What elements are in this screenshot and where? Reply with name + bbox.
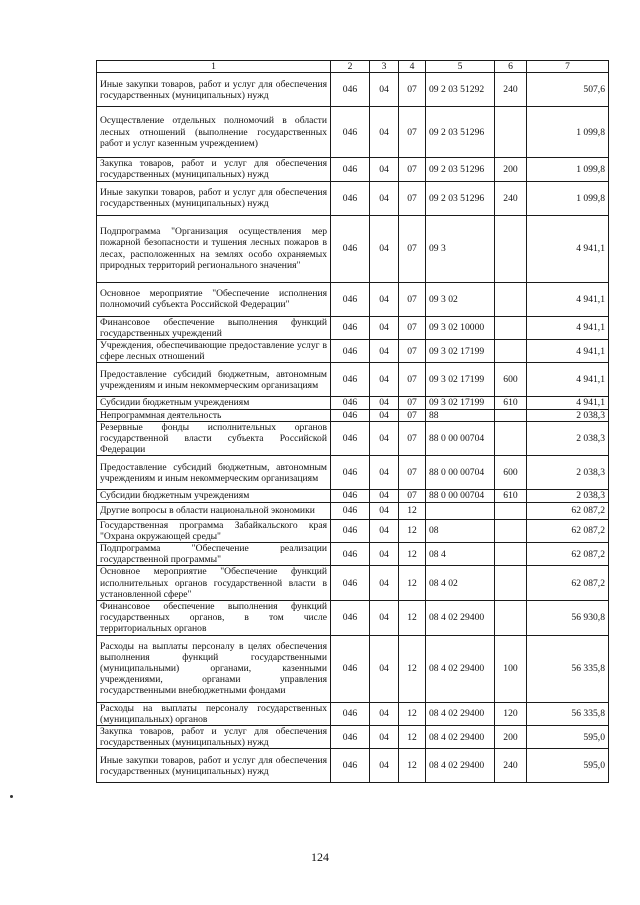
row-expense-type — [495, 543, 527, 566]
row-subsection-code: 07 — [399, 490, 426, 502]
row-description: Государственная программа Забайкальского края "Охрана окружающей среды" — [97, 519, 331, 542]
row-target-article: 09 3 — [426, 215, 495, 282]
row-target-article: 88 — [426, 409, 495, 421]
row-target-article: 08 4 02 29400 — [426, 749, 495, 783]
table-row — [97, 519, 609, 542]
row-amount: 4 941,1 — [527, 397, 609, 409]
row-section-code: 04 — [370, 73, 399, 107]
row-section-code: 04 — [370, 340, 399, 363]
row-subsection-code: 07 — [399, 456, 426, 490]
row-subsection-code: 12 — [399, 635, 426, 702]
row-amount: 1 099,8 — [527, 107, 609, 158]
row-ministry-code: 046 — [331, 601, 370, 636]
column-header: 5 — [426, 61, 495, 73]
row-description: Иные закупки товаров, работ и услуг для обеспечения государственных (муниципальных) нужд — [97, 73, 331, 107]
row-expense-type: 610 — [495, 490, 527, 502]
row-target-article: 08 4 — [426, 543, 495, 566]
row-ministry-code: 046 — [331, 340, 370, 363]
row-section-code: 04 — [370, 566, 399, 601]
table-row — [97, 397, 609, 409]
row-subsection-code: 07 — [399, 73, 426, 107]
row-section-code: 04 — [370, 282, 399, 316]
row-expense-type — [495, 215, 527, 282]
row-expense-type: 240 — [495, 749, 527, 783]
row-subsection-code: 07 — [399, 282, 426, 316]
table-row — [97, 107, 609, 158]
table-row — [97, 158, 609, 181]
row-description: Осуществление отдельных полномочий в области лесных отношений (выполнение государственных работ и услуг казенным учреждением) — [97, 107, 331, 158]
table-row — [97, 456, 609, 490]
row-ministry-code: 046 — [331, 158, 370, 181]
margin-mark — [10, 795, 13, 798]
row-section-code: 04 — [370, 158, 399, 181]
row-expense-type — [495, 409, 527, 421]
row-subsection-code: 07 — [399, 158, 426, 181]
row-amount: 4 941,1 — [527, 282, 609, 316]
row-expense-type: 610 — [495, 397, 527, 409]
row-ministry-code: 046 — [331, 107, 370, 158]
row-description: Финансовое обеспечение выполнения функций государственных органов, в том числе территориальных органов — [97, 601, 331, 636]
row-expense-type: 200 — [495, 158, 527, 181]
table-row — [97, 316, 609, 339]
row-target-article: 09 3 02 17199 — [426, 397, 495, 409]
row-description: Подпрограмма "Обеспечение реализации государственной программы" — [97, 543, 331, 566]
row-target-article: 08 4 02 29400 — [426, 726, 495, 749]
table-row — [97, 181, 609, 215]
table-row — [97, 363, 609, 397]
row-amount: 56 335,8 — [527, 702, 609, 725]
row-expense-type: 200 — [495, 726, 527, 749]
row-description: Основное мероприятие "Обеспечение исполнения полномочий субъекта Российской Федерации" — [97, 282, 331, 316]
row-ministry-code: 046 — [331, 409, 370, 421]
row-ministry-code: 046 — [331, 181, 370, 215]
row-target-article: 09 2 03 51296 — [426, 107, 495, 158]
row-ministry-code: 046 — [331, 749, 370, 783]
table-row — [97, 215, 609, 282]
row-target-article: 08 4 02 29400 — [426, 601, 495, 636]
row-section-code: 04 — [370, 635, 399, 702]
column-header: 1 — [97, 61, 331, 73]
row-description: Иные закупки товаров, работ и услуг для обеспечения государственных (муниципальных) нужд — [97, 181, 331, 215]
row-expense-type: 600 — [495, 363, 527, 397]
row-amount: 4 941,1 — [527, 340, 609, 363]
row-expense-type — [495, 566, 527, 601]
row-subsection-code: 12 — [399, 601, 426, 636]
row-amount: 2 038,3 — [527, 421, 609, 456]
row-subsection-code: 07 — [399, 397, 426, 409]
row-amount: 1 099,8 — [527, 158, 609, 181]
row-target-article: 08 — [426, 519, 495, 542]
row-section-code: 04 — [370, 726, 399, 749]
column-header: 7 — [527, 61, 609, 73]
row-ministry-code: 046 — [331, 282, 370, 316]
table-row — [97, 490, 609, 502]
row-subsection-code: 07 — [399, 363, 426, 397]
row-description: Другие вопросы в области национальной экономики — [97, 502, 331, 519]
row-description: Предоставление субсидий бюджетным, автономным учреждениям и иным некоммерческим организациям — [97, 456, 331, 490]
row-subsection-code: 12 — [399, 726, 426, 749]
row-amount: 4 941,1 — [527, 363, 609, 397]
table-row — [97, 601, 609, 636]
row-target-article: 09 3 02 — [426, 282, 495, 316]
row-amount: 62 087,2 — [527, 502, 609, 519]
row-description: Финансовое обеспечение выполнения функций государственных учреждений — [97, 316, 331, 339]
row-amount: 4 941,1 — [527, 215, 609, 282]
row-target-article: 09 3 02 10000 — [426, 316, 495, 339]
table-row — [97, 702, 609, 725]
row-target-article: 88 0 00 00704 — [426, 490, 495, 502]
row-ministry-code: 046 — [331, 566, 370, 601]
row-ministry-code: 046 — [331, 456, 370, 490]
row-amount: 62 087,2 — [527, 566, 609, 601]
column-header: 2 — [331, 61, 370, 73]
row-amount: 56 930,8 — [527, 601, 609, 636]
row-section-code: 04 — [370, 409, 399, 421]
row-section-code: 04 — [370, 749, 399, 783]
row-section-code: 04 — [370, 397, 399, 409]
row-section-code: 04 — [370, 502, 399, 519]
row-subsection-code: 07 — [399, 107, 426, 158]
row-target-article: 08 4 02 29400 — [426, 635, 495, 702]
table-row — [97, 73, 609, 107]
row-description: Иные закупки товаров, работ и услуг для обеспечения государственных (муниципальных) нужд — [97, 749, 331, 783]
table-row — [97, 409, 609, 421]
row-amount: 2 038,3 — [527, 456, 609, 490]
row-amount: 507,6 — [527, 73, 609, 107]
row-expense-type: 600 — [495, 456, 527, 490]
row-description: Подпрограмма "Организация осуществления мер пожарной безопасности и тушения лесных пожаров в лесах, расположенных на землях особо охраняемых природных территорий регионального значения" — [97, 215, 331, 282]
row-section-code: 04 — [370, 363, 399, 397]
row-ministry-code: 046 — [331, 490, 370, 502]
row-target-article: 09 2 03 51292 — [426, 73, 495, 107]
row-expense-type — [495, 340, 527, 363]
row-subsection-code: 12 — [399, 519, 426, 542]
row-ministry-code: 046 — [331, 543, 370, 566]
row-target-article: 08 4 02 — [426, 566, 495, 601]
table-row — [97, 749, 609, 783]
row-amount: 4 941,1 — [527, 316, 609, 339]
row-ministry-code: 046 — [331, 363, 370, 397]
row-expense-type — [495, 601, 527, 636]
row-subsection-code: 12 — [399, 543, 426, 566]
row-expense-type: 120 — [495, 702, 527, 725]
row-target-article: 88 0 00 00704 — [426, 456, 495, 490]
row-expense-type — [495, 421, 527, 456]
row-target-article — [426, 502, 495, 519]
table-row — [97, 566, 609, 601]
row-description: Непрограммная деятельность — [97, 409, 331, 421]
row-subsection-code: 07 — [399, 316, 426, 339]
table-row — [97, 502, 609, 519]
row-expense-type — [495, 316, 527, 339]
budget-table — [96, 60, 609, 783]
row-expense-type: 240 — [495, 73, 527, 107]
row-section-code: 04 — [370, 490, 399, 502]
row-ministry-code: 046 — [331, 215, 370, 282]
row-ministry-code: 046 — [331, 397, 370, 409]
table-row — [97, 282, 609, 316]
row-amount: 2 038,3 — [527, 409, 609, 421]
row-amount: 2 038,3 — [527, 490, 609, 502]
row-section-code: 04 — [370, 601, 399, 636]
row-section-code: 04 — [370, 519, 399, 542]
row-subsection-code: 07 — [399, 421, 426, 456]
row-expense-type: 240 — [495, 181, 527, 215]
row-amount: 595,0 — [527, 726, 609, 749]
row-subsection-code: 12 — [399, 502, 426, 519]
row-ministry-code: 046 — [331, 702, 370, 725]
row-section-code: 04 — [370, 421, 399, 456]
table-row — [97, 543, 609, 566]
row-expense-type — [495, 519, 527, 542]
row-section-code: 04 — [370, 543, 399, 566]
row-target-article: 08 4 02 29400 — [426, 702, 495, 725]
row-subsection-code: 07 — [399, 409, 426, 421]
row-section-code: 04 — [370, 456, 399, 490]
row-ministry-code: 046 — [331, 635, 370, 702]
row-description: Закупка товаров, работ и услуг для обеспечения государственных (муниципальных) нужд — [97, 158, 331, 181]
row-amount: 62 087,2 — [527, 519, 609, 542]
table-row — [97, 340, 609, 363]
row-description: Закупка товаров, работ и услуг для обеспечения государственных (муниципальных) нужд — [97, 726, 331, 749]
budget-table-container — [96, 60, 609, 783]
row-description: Расходы на выплаты персоналу государственных (муниципальных) органов — [97, 702, 331, 725]
row-section-code: 04 — [370, 316, 399, 339]
row-description: Расходы на выплаты персоналу в целях обеспечения выполнения функций государственными (муниципальными) органами, казенными учреждениями, органами управления государственными внебюджетными фондами — [97, 635, 331, 702]
row-section-code: 04 — [370, 107, 399, 158]
row-description: Учреждения, обеспечивающие предоставление услуг в сфере лесных отношений — [97, 340, 331, 363]
row-target-article: 09 2 03 51296 — [426, 181, 495, 215]
row-description: Резервные фонды исполнительных органов государственной власти субъекта Российской Федерации — [97, 421, 331, 456]
table-row — [97, 726, 609, 749]
row-amount: 56 335,8 — [527, 635, 609, 702]
table-row — [97, 635, 609, 702]
column-header: 4 — [399, 61, 426, 73]
row-target-article: 09 3 02 17199 — [426, 363, 495, 397]
row-subsection-code: 12 — [399, 749, 426, 783]
row-expense-type — [495, 502, 527, 519]
page-number: 124 — [311, 850, 329, 864]
row-target-article: 88 0 00 00704 — [426, 421, 495, 456]
header-row — [97, 61, 609, 73]
row-expense-type — [495, 107, 527, 158]
row-expense-type: 100 — [495, 635, 527, 702]
row-subsection-code: 12 — [399, 702, 426, 725]
row-ministry-code: 046 — [331, 421, 370, 456]
row-ministry-code: 046 — [331, 316, 370, 339]
row-description: Основное мероприятие "Обеспечение функций исполнительных органов государственной власти в установленной сфере" — [97, 566, 331, 601]
row-description: Субсидии бюджетным учреждениям — [97, 397, 331, 409]
row-section-code: 04 — [370, 181, 399, 215]
row-target-article: 09 2 03 51296 — [426, 158, 495, 181]
row-section-code: 04 — [370, 702, 399, 725]
row-subsection-code: 12 — [399, 566, 426, 601]
column-header: 3 — [370, 61, 399, 73]
row-section-code: 04 — [370, 215, 399, 282]
row-amount: 62 087,2 — [527, 543, 609, 566]
row-ministry-code: 046 — [331, 73, 370, 107]
row-subsection-code: 07 — [399, 215, 426, 282]
row-target-article: 09 3 02 17199 — [426, 340, 495, 363]
row-ministry-code: 046 — [331, 502, 370, 519]
row-description: Субсидии бюджетным учреждениям — [97, 490, 331, 502]
row-ministry-code: 046 — [331, 726, 370, 749]
row-amount: 1 099,8 — [527, 181, 609, 215]
row-subsection-code: 07 — [399, 181, 426, 215]
row-expense-type — [495, 282, 527, 316]
row-subsection-code: 07 — [399, 340, 426, 363]
row-ministry-code: 046 — [331, 519, 370, 542]
table-row — [97, 421, 609, 456]
row-description: Предоставление субсидий бюджетным, автономным учреждениям и иным некоммерческим организациям — [97, 363, 331, 397]
row-amount: 595,0 — [527, 749, 609, 783]
column-header: 6 — [495, 61, 527, 73]
